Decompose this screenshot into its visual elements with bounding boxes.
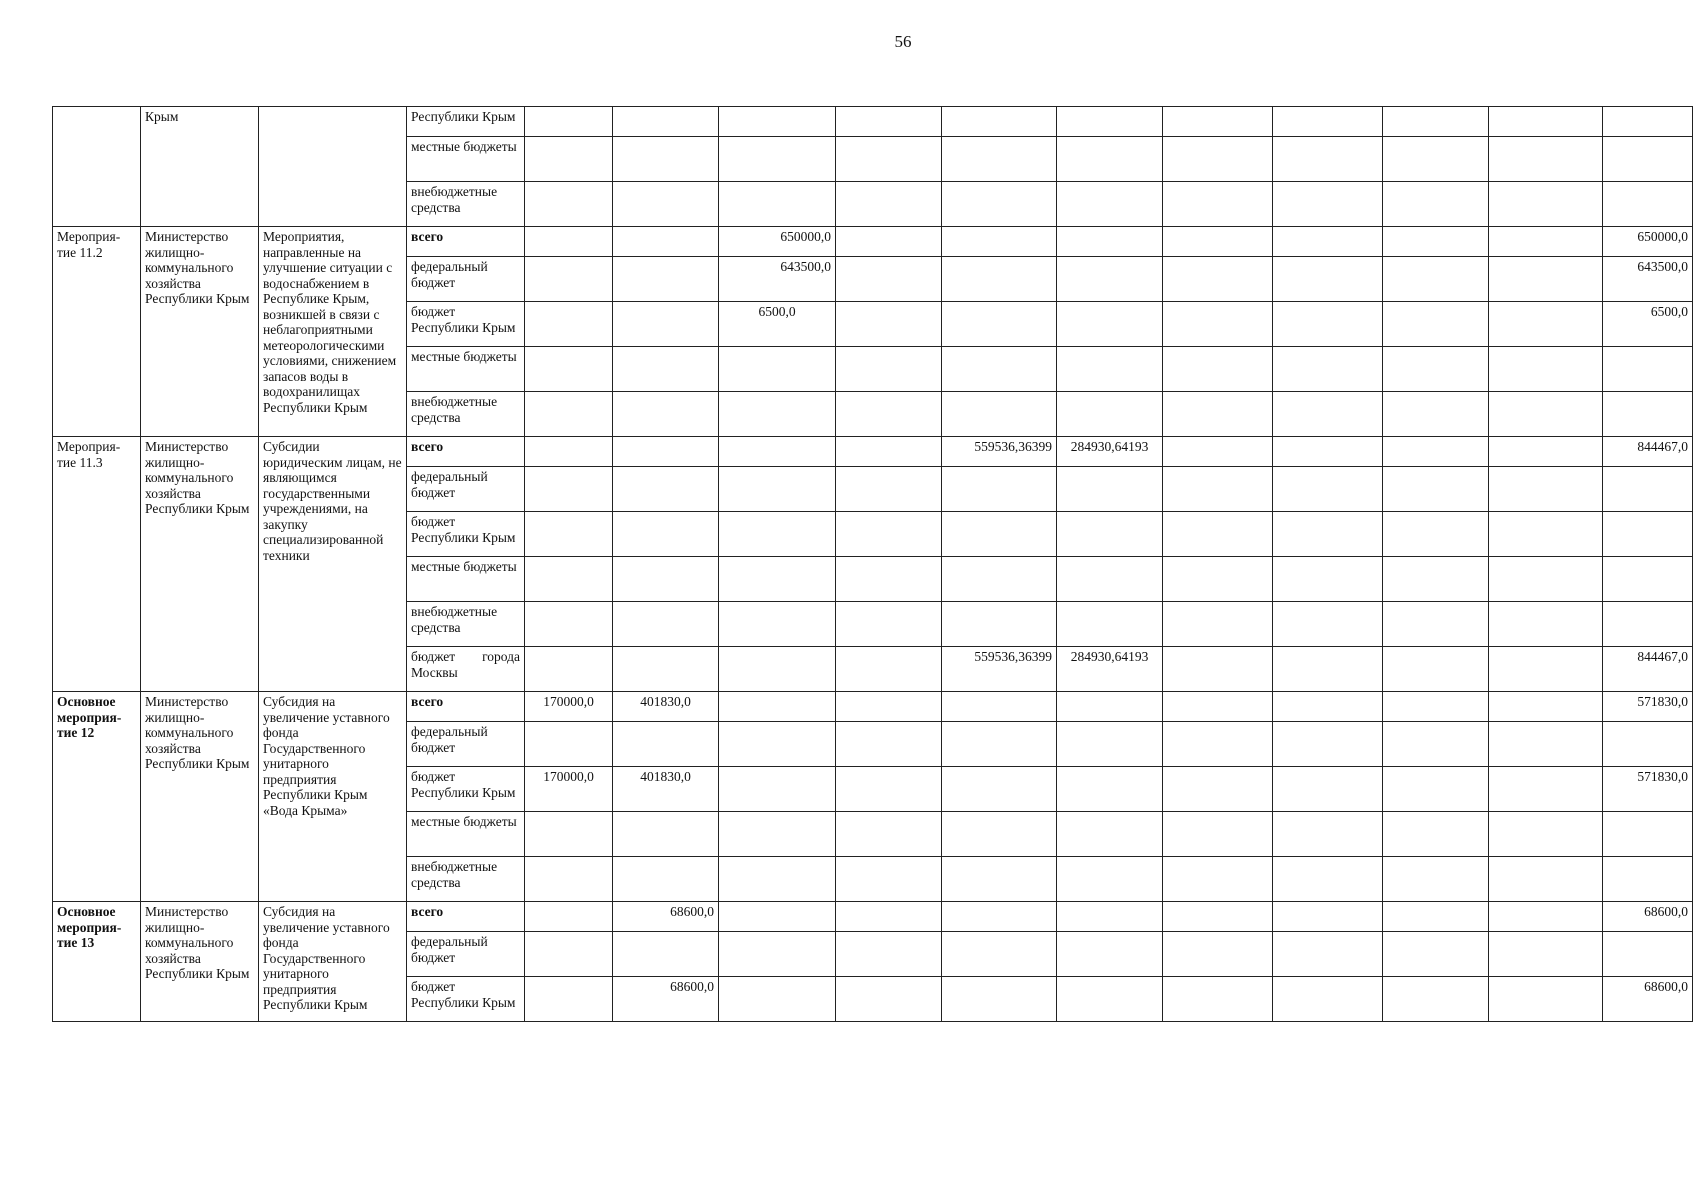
description-cell: Субсидия на увеличение уставного фонда Государственного унитарного предприятия Республики Крым [259,902,407,1022]
source-cell: бюджет Республики Крым [407,977,525,1022]
source-cell: федеральный бюджет [407,722,525,767]
value-cell: 559536,36399 [942,437,1057,467]
page-number: 56 [894,32,912,51]
source-cell: федеральный бюджет [407,467,525,512]
source-cell: бюджет Республики Крым [407,302,525,347]
name-cell [53,107,141,227]
value-cell: 284930,64193 [1057,647,1163,692]
source-cell: местные бюджеты [407,137,525,182]
source-cell: бюджет Республики Крым [407,512,525,557]
value-cell: 6500,0 [719,302,836,347]
source-cell: федеральный бюджет [407,257,525,302]
source-cell: внебюджетные средства [407,392,525,437]
source-cell: местные бюджеты [407,557,525,602]
executor-cell: Министерство жилищно-коммунального хозяйства Республики Крым [141,902,259,1022]
total-cell: 68600,0 [1603,977,1693,1022]
source-cell: Республики Крым [407,107,525,137]
source-cell: бюджет города Москвы [407,647,525,692]
budget-table [52,106,1693,1022]
total-cell: 571830,0 [1603,692,1693,722]
executor-cell: Крым [141,107,259,227]
value-cell: 643500,0 [719,257,836,302]
total-cell: 643500,0 [1603,257,1693,302]
value-cell: 170000,0 [525,767,613,812]
value-cell: 68600,0 [613,902,719,932]
table-row [53,902,1693,932]
description-cell: Субсидия на увеличение уставного фонда Государственного унитарного предприятия Республики Крым «Вода Крыма» [259,692,407,902]
total-cell: 844467,0 [1603,647,1693,692]
source-cell: внебюджетные средства [407,857,525,902]
description-cell [259,107,407,227]
source-cell: всего [407,227,525,257]
table-row [53,692,1693,722]
value-cell: 170000,0 [525,692,613,722]
name-cell: Основное мероприя-тие 13 [53,902,141,1022]
name-cell: Мероприя-тие 11.2 [53,227,141,437]
description-cell: Субсидии юридическим лицам, не являющимся государственными учреждениями, на закупку специализированной техники [259,437,407,692]
source-cell: местные бюджеты [407,347,525,392]
source-cell: внебюджетные средства [407,182,525,227]
description-cell: Мероприятия, направленные на улучшение ситуации с водоснабжением в Республике Крым, возникшей в связи с неблагоприятными метеорологическими условиями, снижением запасов воды в водохранилищах Республики Крым [259,227,407,437]
total-cell: 844467,0 [1603,437,1693,467]
total-cell: 68600,0 [1603,902,1693,932]
total-cell: 650000,0 [1603,227,1693,257]
value-cell: 650000,0 [719,227,836,257]
value-cell: 401830,0 [613,767,719,812]
value-cell: 68600,0 [613,977,719,1022]
value-cell: 559536,36399 [942,647,1057,692]
source-cell: федеральный бюджет [407,932,525,977]
source-cell: всего [407,437,525,467]
source-cell: бюджет Республики Крым [407,767,525,812]
table-row [53,227,1693,257]
total-cell: 6500,0 [1603,302,1693,347]
total-cell: 571830,0 [1603,767,1693,812]
name-cell: Основное мероприя-тие 12 [53,692,141,902]
executor-cell: Министерство жилищно-коммунального хозяйства Республики Крым [141,227,259,437]
source-cell: всего [407,692,525,722]
table-row [53,437,1693,467]
source-cell: внебюджетные средства [407,602,525,647]
name-cell: Мероприя-тие 11.3 [53,437,141,692]
executor-cell: Министерство жилищно-коммунального хозяйства Республики Крым [141,692,259,902]
value-cell: 284930,64193 [1057,437,1163,467]
source-cell: местные бюджеты [407,812,525,857]
executor-cell: Министерство жилищно-коммунального хозяйства Республики Крым [141,437,259,692]
value-cell: 401830,0 [613,692,719,722]
table-row [53,107,1693,137]
source-cell: всего [407,902,525,932]
